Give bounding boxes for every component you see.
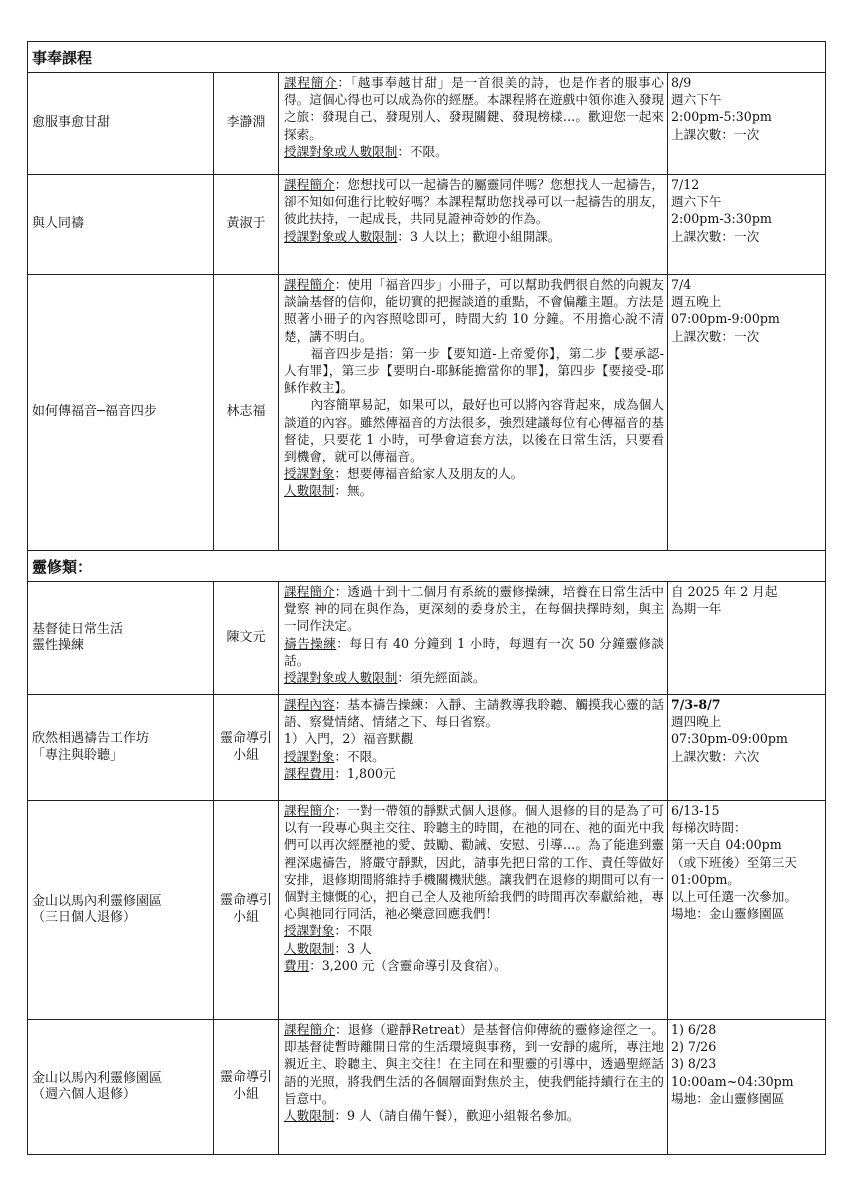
description-label: 授課對象 [284, 923, 335, 939]
course-name [28, 801, 214, 1020]
description-label: 課程費用 [284, 765, 335, 781]
schedule-line: 3) 8/23 [671, 1056, 717, 1072]
course-description [279, 275, 668, 551]
schedule-line: 2:00pm-5:30pm [671, 109, 772, 125]
description-label: 課程簡介 [284, 75, 338, 90]
section-title: 靈修類： [28, 551, 826, 582]
description-text: 3 人以上；歡迎小組開課。 [409, 228, 561, 244]
description-paragraph: 課程費用：1,800元 [284, 765, 396, 781]
description-text: 您想找可以一起禱告的屬靈同伴嗎？您想找人一起禱告，卻不知如何進行比較好嗎？本課程幫助您找尋可以一起禱告的朋友，彼此扶持，一起成長，共同見證神奇妙的作為。 [284, 177, 665, 227]
teacher-name-line: 陳文元 [226, 629, 266, 645]
course-name-line: 金山以馬內利靈修園區 [32, 1070, 163, 1086]
schedule [668, 582, 826, 695]
description-label: 課程簡介 [284, 584, 335, 599]
description-label: 授課對象或人數限制 [284, 670, 398, 686]
teacher-name [214, 582, 279, 695]
teacher-name-line: 小組 [232, 1087, 259, 1102]
schedule-line: 第一天自 04:00pm [671, 837, 782, 853]
course-name-line: 欣然相遇禱告工作坊 [32, 731, 150, 747]
description-paragraph [284, 345, 664, 397]
description-paragraph: 授課對象或人數限制：3 人以上；歡迎小組開課。 [284, 228, 561, 244]
description-paragraph: 課程簡介：退修（避靜Retreat）是基督信仰傳統的靈修途徑之一。即基督徒暫時離開日常的生活環境與事務，到一安靜的處所，專注地親近主、聆聽主、與主交往！在主同在和聖靈的引導中，透過聖經話語的光照，將我們生活的各個層面對焦於主，使我們能持續行在主的旨意中。 [284, 1022, 665, 1106]
description-label: 授課對象 [284, 466, 335, 482]
schedule-line: 2) 7/26 [671, 1039, 717, 1055]
schedule [668, 1020, 826, 1155]
course-row [28, 175, 826, 275]
description-text: 透過十到十二個月有系統的靈修操練，培養在日常生活中覺察 神的同在與作為，更深刻的委身於主，在每個抉擇時刻，與主一同作決定。 [284, 584, 665, 634]
teacher-name-line: 李瀞淵 [226, 115, 266, 131]
schedule [668, 73, 826, 175]
schedule-line: 1) 6/28 [671, 1022, 717, 1037]
course-name [28, 73, 214, 175]
description-label: 授課對象 [284, 748, 335, 764]
description-text: 無。 [346, 483, 373, 499]
schedule-line: 8/9 [671, 75, 692, 90]
schedule-line: 7/12 [671, 177, 700, 192]
teacher-name [214, 175, 279, 275]
course-row [28, 1020, 826, 1155]
description-text: 不限 [346, 923, 373, 939]
description-text: 想要傳福音給家人及朋友的人。 [346, 466, 524, 482]
description-label: 授課對象或人數限制 [284, 228, 398, 244]
description-paragraph: 課程簡介：使用「福音四步」小冊子，可以幫助我們很自然的向親友談論基督的信仰，能切實的把握談道的重點，不會偏離主題。方法是照著小冊子的內容照唸即可，時間大約 10 分鐘。不用擔心說不清楚，講不明白。 [284, 277, 665, 344]
schedule-line: 07:00pm-9:00pm [671, 311, 780, 327]
teacher-name-line: 小組 [232, 747, 259, 763]
schedule-line: 週五晚上 [671, 294, 722, 310]
schedule-line: 每梯次時間： [671, 820, 747, 836]
section-header-row [28, 551, 826, 582]
description-text: 9 人（請自備午餐），歡迎小組報名參加。 [346, 1108, 580, 1124]
schedule-line: 6/13-15 [671, 803, 720, 818]
schedule [668, 275, 826, 551]
description-paragraph: 課程簡介：您想找可以一起禱告的屬靈同伴嗎？您想找人一起禱告，卻不知如何進行比較好嗎？本課程幫助您找尋可以一起禱告的朋友，彼此扶持，一起成長，共同見證神奇妙的作為。 [284, 177, 665, 227]
description-label: 授課對象或人數限制 [284, 143, 398, 159]
course-row [28, 801, 826, 1020]
teacher-name-line: 靈命導引 [219, 893, 272, 909]
schedule-line: 週六下午 [671, 92, 722, 108]
schedule-line: 10:00am~04:30pm [671, 1073, 794, 1089]
description-paragraph: 人數限制：9 人（請自備午餐），歡迎小組報名參加。 [284, 1108, 580, 1124]
description-label: 課程簡介 [284, 803, 335, 818]
course-description [279, 73, 668, 175]
schedule [668, 175, 826, 275]
description-text: 1,800元 [346, 765, 396, 781]
course-row [28, 275, 826, 551]
teacher-name [214, 695, 279, 801]
description-label: 禱告操練 [284, 635, 337, 651]
schedule-line: 週六下午 [671, 194, 722, 210]
description-label: 人數限制 [284, 940, 335, 956]
description-paragraph [284, 730, 664, 747]
schedule-line: 07:30pm-09:00pm [671, 731, 788, 747]
teacher-name [214, 275, 279, 551]
schedule-line: 2:00pm-3:30pm [671, 211, 772, 227]
description-text: 1）入門，2）福音默觀 [284, 731, 414, 747]
description-text: 一對一帶領的靜默式個人退修。個人退修的目的是為了可以有一段專心與主交往、聆聽主的時間，在祂的同在、祂的面光中我們可以再次經歷祂的愛、鼓勵、勸誡、安慰、引導…。為了能進到靈裡深處禱告，將嚴守靜默，因此，請事先把日常的工作、責任等做好安排，退修期間將維持手機關機狀態。讓我們在退修的期間可以有一個對主慷慨的心，把自己全人及祂所給我們的時間再次奉獻給祂，專心與祂同行同活，祂必樂意回應我們！ [284, 803, 665, 922]
description-text: 內容簡單易記，如果可以，最好也可以將內容背起來，成為個人談道的內容。雖然傳福音的方法很多，強烈建議每位有心傳福音的基督徒，只要花 1 小時，可學會這套方法，以後在日常生活，只要看到機會，就可以傳福音。 [284, 397, 664, 465]
description-paragraph: 課程簡介：一對一帶領的靜默式個人退修。個人退修的目的是為了可以有一段專心與主交往、聆聽主的時間，在祂的同在、祂的面光中我們可以再次經歷祂的愛、鼓勵、勸誡、安慰、引導…。為了能進到靈裡深處禱告，將嚴守靜默，因此，請事先把日常的工作、責任等做好安排，退修期間將維持手機關機狀態。讓我們在退修的期間可以有一個對主慷慨的心，把自己全人及祂所給我們的時間再次奉獻給祂，專心與祂同行同活，祂必樂意回應我們！ [284, 803, 665, 922]
course-name [28, 175, 214, 275]
description-text: 不限。 [409, 143, 448, 159]
description-text: 福音四步是指：第一步【要知道-上帝愛你】，第二步【要承認-人有罪】，第三步【要明白-耶穌能擔當你的罪】，第四步【要接受-耶穌作救主】。 [284, 345, 664, 396]
description-paragraph: 授課對象：不限 [284, 923, 373, 939]
course-name [28, 1020, 214, 1155]
course-name [28, 582, 214, 695]
course-table [27, 41, 826, 1155]
description-label: 費用 [284, 957, 310, 973]
description-label: 人數限制 [284, 1108, 335, 1124]
description-paragraph: 人數限制：3 人 [284, 940, 372, 956]
description-paragraph: 授課對象：想要傳福音給家人及朋友的人。 [284, 466, 524, 482]
course-name-line: 與人同禱 [32, 216, 85, 232]
schedule [668, 801, 826, 1020]
course-name [28, 695, 214, 801]
description-text: 退修（避靜Retreat）是基督信仰傳統的靈修途徑之一。即基督徒暫時離開日常的生活環境與事務，到一安靜的處所，專注地親近主、聆聽主、與主交往！在主同在和聖靈的引導中，透過聖經話語的光照，將我們生活的各個層面對焦於主，使我們能持續行在主的旨意中。 [284, 1022, 665, 1106]
course-description [279, 175, 668, 275]
description-paragraph: 課程內容：基本禱告操練：入靜、主請教導我聆聽、觸摸我心靈的話語、察覺情緒、情緒之下、每日省察。 [284, 697, 665, 730]
description-label: 課程簡介 [284, 277, 335, 292]
course-name [28, 275, 214, 551]
course-name-line: 如何傳福音─福音四步 [32, 404, 157, 420]
description-text: 「越事奉越甘甜」是一首很美的詩，也是作者的服事心得。這個心得也可以成為你的經歷。本課程將在遊戲中領你進入發現之旅：發現自己、發現別人、發現關鍵、發現榜樣…。歡迎您一起來探索。 [284, 75, 665, 142]
course-description [279, 801, 668, 1020]
course-name-line: 靈性操練 [32, 638, 85, 653]
description-label: 課程簡介 [284, 1022, 336, 1037]
description-label: 人數限制 [284, 483, 335, 499]
description-paragraph: 授課對象或人數限制：須先經面談。 [284, 670, 486, 686]
section-title: 事奉課程 [28, 42, 826, 73]
schedule-line: （或下班後）至第三天 [671, 854, 797, 870]
course-name-line: 「專注與聆聽」 [32, 747, 124, 763]
schedule-line: 週四晚上 [671, 714, 722, 730]
description-text: 不限。 [346, 748, 385, 764]
description-text: 使用「福音四步」小冊子，可以幫助我們很自然的向親友談論基督的信仰，能切實的把握談道的重點，不會偏離主題。方法是照著小冊子的內容照唸即可，時間大約 10 分鐘。不用擔心說不清楚，講不明白。 [284, 277, 665, 344]
teacher-name-line: 黃淑于 [226, 216, 266, 232]
schedule-line: 01:00pm。 [671, 871, 740, 887]
description-label: 課程簡介 [284, 177, 335, 192]
teacher-name-line: 小組 [232, 910, 259, 925]
schedule-line: 上課次數：一次 [671, 228, 760, 244]
course-name-line: 愈服事愈甘甜 [32, 115, 111, 131]
course-description [279, 695, 668, 801]
description-paragraph: 人數限制：無。 [284, 483, 373, 499]
teacher-name-line: 林志福 [226, 404, 266, 420]
schedule-line: 上課次數：一次 [671, 126, 760, 142]
teacher-name-line: 靈命導引 [219, 730, 272, 746]
description-text: 3,200 元（含靈命導引及食宿）。 [321, 957, 507, 973]
course-row [28, 695, 826, 801]
teacher-name [214, 73, 279, 175]
description-paragraph: 課程簡介：透過十到十二個月有系統的靈修操練，培養在日常生活中覺察 神的同在與作為，更深刻的委身於主，在每個抉擇時刻，與主一同作決定。 [284, 584, 665, 634]
description-label: 課程內容 [284, 697, 335, 712]
course-name-line: 金山以馬內利靈修園區 [32, 893, 163, 909]
course-description [279, 582, 668, 695]
schedule-line: 以上可任選一次參加。 [671, 889, 797, 905]
schedule-line: 上課次數：六次 [671, 748, 760, 764]
course-row [28, 582, 826, 695]
course-row [28, 73, 826, 175]
schedule-line: 自 2025 年 2 月起 [671, 584, 778, 599]
description-text: 3 人 [346, 940, 372, 956]
schedule-line: 上課次數：一次 [671, 328, 760, 344]
description-text: 須先經面談。 [409, 670, 486, 686]
teacher-name [214, 1020, 279, 1155]
course-name-line: （週六個人退修） [32, 1087, 137, 1102]
teacher-name [214, 801, 279, 1020]
course-name-line: （三日個人退修） [32, 910, 137, 925]
teacher-name-line: 靈命導引 [219, 1070, 272, 1086]
description-paragraph: 課程簡介：「越事奉越甘甜」是一首很美的詩，也是作者的服事心得。這個心得也可以成為你的經歷。本課程將在遊戲中領你進入發現之旅：發現自己、發現別人、發現關鍵、發現榜樣…。歡迎您一起來探索。 [284, 75, 665, 142]
description-text: 基本禱告操練：入靜、主請教導我聆聽、觸摸我心靈的話語、察覺情緒、情緒之下、每日省察。 [284, 697, 665, 730]
description-paragraph: 授課對象或人數限制：不限。 [284, 143, 448, 159]
course-description [279, 1020, 668, 1155]
schedule [668, 695, 826, 801]
schedule-line: 場地：金山靈修園區 [671, 906, 785, 922]
description-paragraph: 授課對象：不限。 [284, 748, 385, 764]
course-name-line: 基督徒日常生活 [32, 621, 124, 637]
description-paragraph: 禱告操練：每日有 40 分鐘到 1 小時，每週有一次 50 分鐘靈修談話。 [284, 635, 665, 668]
description-paragraph [284, 396, 664, 465]
description-text: 每日有 40 分鐘到 1 小時，每週有一次 50 分鐘靈修談話。 [284, 635, 665, 668]
schedule-line: 7/4 [671, 277, 692, 292]
schedule-line: 場地：金山靈修園區 [671, 1090, 785, 1106]
schedule-line: 7/3-8/7 [671, 697, 721, 712]
description-paragraph: 費用：3,200 元（含靈命導引及食宿）。 [284, 957, 507, 973]
section-header-row [28, 42, 826, 73]
schedule-line: 為期一年 [671, 601, 722, 617]
